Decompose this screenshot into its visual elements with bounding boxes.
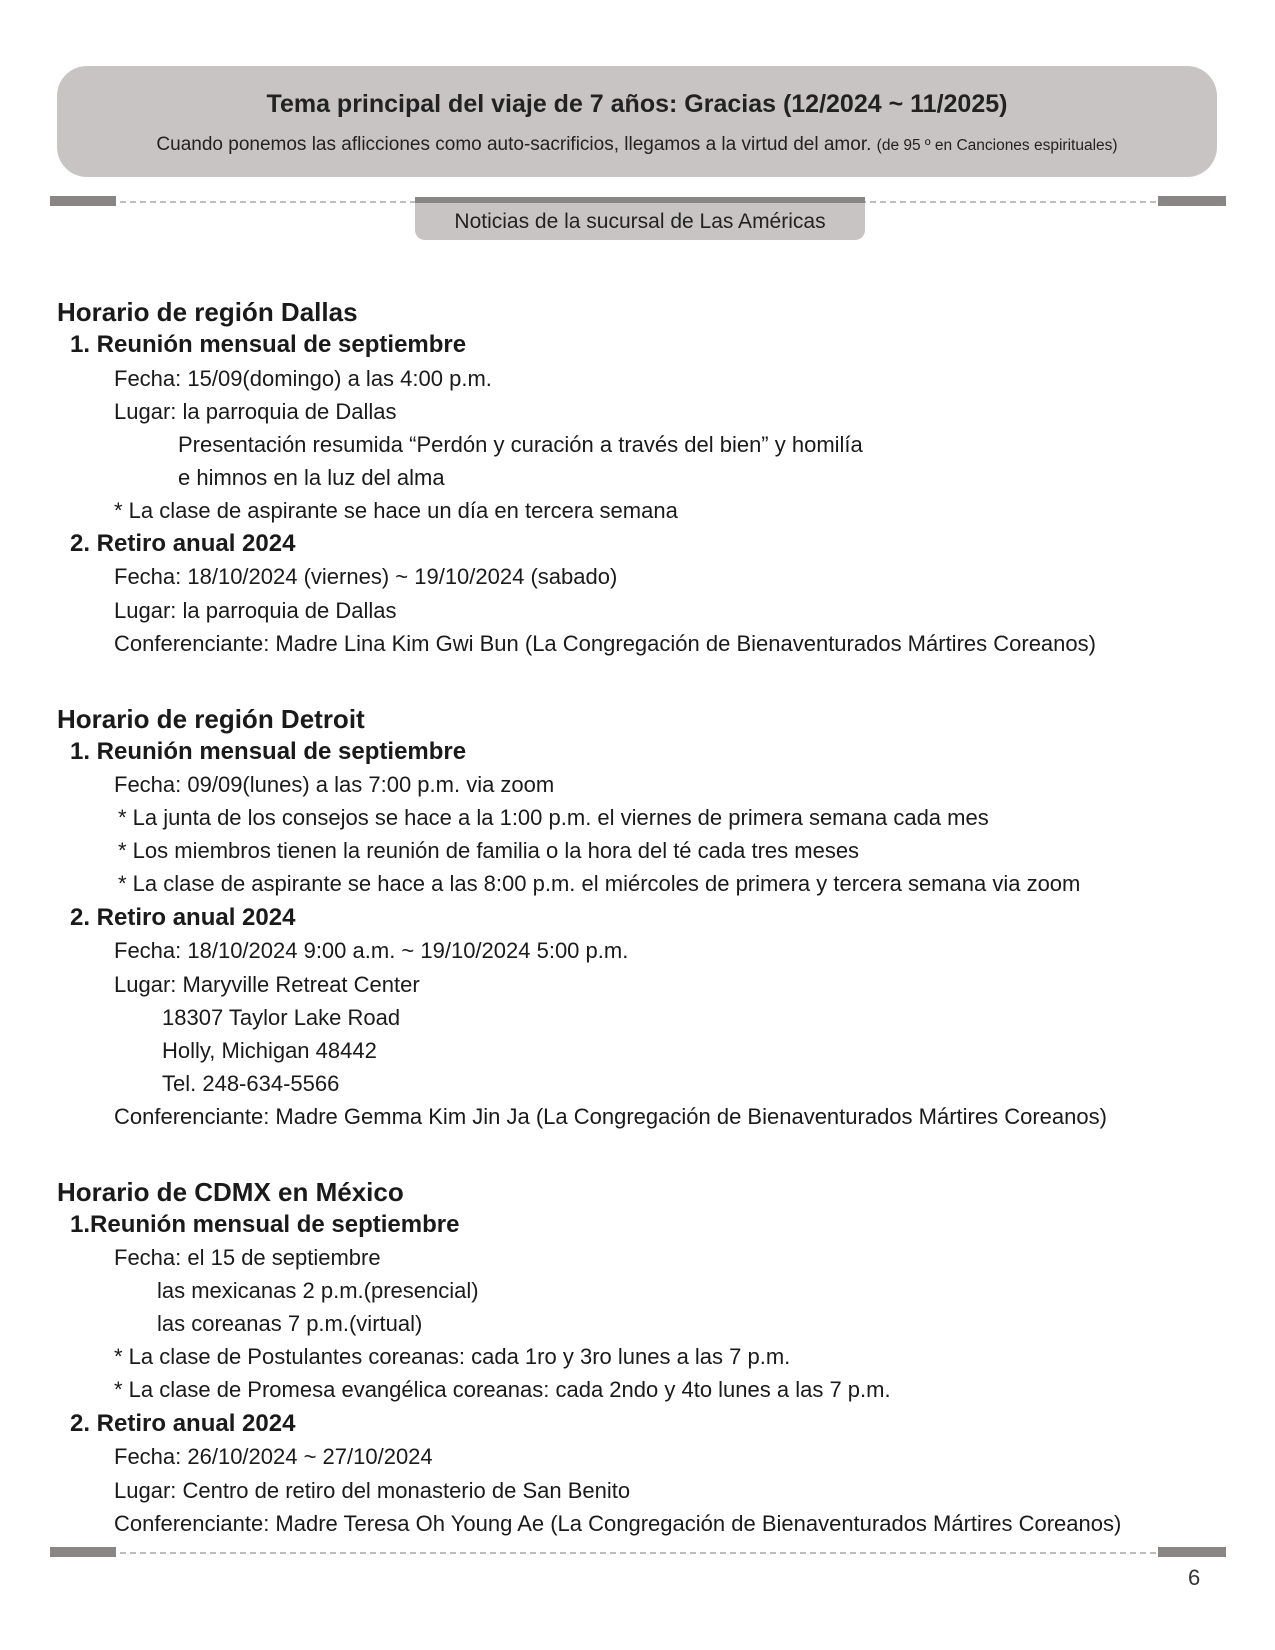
detroit-retreat-title: 2. Retiro anual 2024 [70, 904, 296, 931]
cdmx-retreat-date: Fecha: 26/10/2024 ~ 27/10/2024 [114, 1444, 433, 1469]
top-divider-left-bar [50, 196, 116, 206]
detroit-meeting-note-2: * Los miembros tienen la reunión de familia o la hora del té cada tres meses [118, 838, 860, 863]
cdmx-retreat-place: Lugar: Centro de retiro del monasterio de San Benito [114, 1478, 631, 1503]
cdmx-retreat-title: 2. Retiro anual 2024 [70, 1410, 296, 1437]
detroit-meeting-date: Fecha: 09/09(lunes) a las 7:00 p.m. via zoom [114, 772, 555, 797]
cdmx-meeting-mexicanas: las mexicanas 2 p.m.(presencial) [157, 1278, 479, 1303]
top-divider-right-bar [1158, 196, 1226, 206]
detroit-retreat-address-1: 18307 Taylor Lake Road [162, 1005, 401, 1030]
bottom-divider-right-bar [1158, 1547, 1226, 1557]
dallas-heading: Horario de región Dallas [57, 297, 358, 327]
bottom-divider [50, 1552, 1226, 1554]
dallas-meeting-program: Presentación resumida “Perdón y curación a través del bien” y homilía [178, 432, 863, 457]
section-tab: Noticias de la sucursal de Las Américas [415, 197, 865, 240]
detroit-meeting-note-3: * La clase de aspirante se hace a las 8:00 p.m. el miércoles de primera y tercera semana via zoom [118, 871, 1081, 896]
detroit-retreat-address-2: Holly, Michigan 48442 [162, 1038, 377, 1063]
cdmx-meeting-coreanas: las coreanas 7 p.m.(virtual) [157, 1311, 423, 1336]
dallas-meeting-title: 1. Reunión mensual de septiembre [70, 331, 467, 358]
banner-subtitle [57, 134, 1217, 156]
banner-title: Tema principal del viaje de 7 años: Gracias (12/2024 ~ 11/2025) [266, 90, 1008, 118]
dallas-meeting-date: Fecha: 15/09(domingo) a las 4:00 p.m. [114, 366, 492, 391]
detroit-retreat-date: Fecha: 18/10/2024 9:00 a.m. ~ 19/10/2024 5:00 p.m. [114, 938, 629, 963]
cdmx-heading: Horario de CDMX en México [57, 1177, 404, 1207]
detroit-retreat-phone: Tel. 248-634-5566 [162, 1071, 340, 1096]
dallas-meeting-place: Lugar: la parroquia de Dallas [114, 399, 397, 424]
banner-subtitle-ref: (de 95 º en Canciones espirituales) [876, 137, 1118, 154]
dallas-retreat-date: Fecha: 18/10/2024 (viernes) ~ 19/10/2024 (sabado) [114, 564, 618, 589]
dallas-retreat-speaker: Conferenciante: Madre Lina Kim Gwi Bun (La Congregación de Bienaventurados Mártires Coreanos) [114, 631, 1096, 656]
dallas-retreat-place: Lugar: la parroquia de Dallas [114, 598, 397, 623]
detroit-retreat-speaker: Conferenciante: Madre Gemma Kim Jin Ja (La Congregación de Bienaventurados Mártires Coreanos) [114, 1104, 1107, 1129]
cdmx-meeting-title: 1.Reunión mensual de septiembre [70, 1211, 460, 1238]
dallas-meeting-program-cont: e himnos en la luz del alma [178, 465, 445, 490]
dallas-retreat-title: 2. Retiro anual 2024 [70, 530, 296, 557]
cdmx-meeting-note-2: * La clase de Promesa evangélica coreanas: cada 2ndo y 4to lunes a las 7 p.m. [114, 1377, 891, 1402]
page-number: 6 [1188, 1565, 1201, 1590]
cdmx-meeting-note-1: * La clase de Postulantes coreanas: cada 1ro y 3ro lunes a las 7 p.m. [114, 1344, 791, 1369]
detroit-meeting-note-1: * La junta de los consejos se hace a la 1:00 p.m. el viernes de primera semana cada mes [118, 805, 989, 830]
theme-banner [57, 66, 1217, 177]
cdmx-retreat-speaker: Conferenciante: Madre Teresa Oh Young Ae (La Congregación de Bienaventurados Mártires Coreanos) [114, 1511, 1122, 1536]
banner-subtitle-main: Cuando ponemos las aflicciones como auto-sacrificios, llegamos a la virtud del amor. [156, 134, 872, 155]
dallas-meeting-note: * La clase de aspirante se hace un día en tercera semana [114, 498, 678, 523]
detroit-meeting-title: 1. Reunión mensual de septiembre [70, 738, 467, 765]
bottom-divider-left-bar [50, 1547, 116, 1557]
cdmx-meeting-date: Fecha: el 15 de septiembre [114, 1245, 381, 1270]
detroit-heading: Horario de región Detroit [57, 704, 365, 734]
detroit-retreat-place: Lugar: Maryville Retreat Center [114, 972, 420, 997]
